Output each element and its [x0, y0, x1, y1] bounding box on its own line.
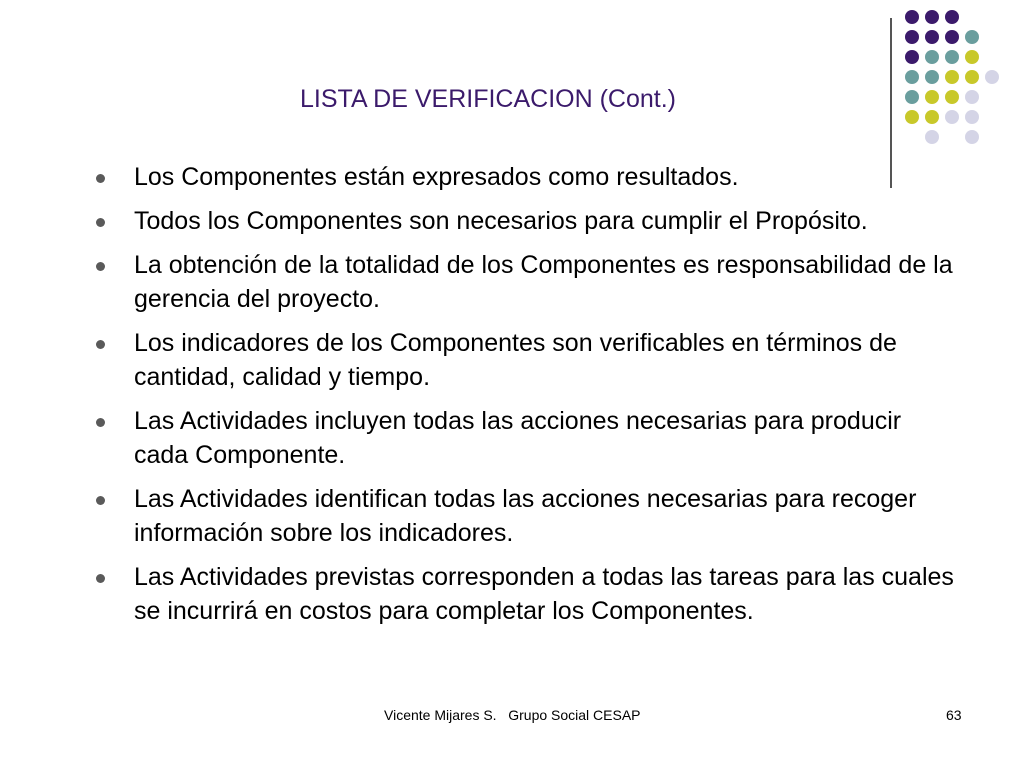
- decorative-dot: [965, 110, 979, 124]
- decorative-dot: [905, 30, 919, 44]
- bullet-marker-icon: [96, 218, 105, 227]
- page-number: 63: [946, 707, 962, 723]
- bullet-text: Los Componentes están expresados como resultados.: [134, 163, 739, 191]
- decorative-dot: [985, 70, 999, 84]
- decorative-dot: [945, 30, 959, 44]
- bullet-item: [96, 482, 956, 550]
- bullet-text: Todos los Componentes son necesarios para cumplir el Propósito.: [134, 207, 868, 235]
- decorative-dot: [905, 90, 919, 104]
- decorative-dot: [925, 110, 939, 124]
- bullet-marker-icon: [96, 262, 105, 271]
- bullet-marker-icon: [96, 174, 105, 183]
- bullet-item: [96, 248, 956, 316]
- bullet-item: [96, 326, 956, 394]
- bullet-item: [96, 204, 956, 238]
- decorative-dot: [945, 70, 959, 84]
- bullet-marker-icon: [96, 496, 105, 505]
- bullet-item: [96, 160, 956, 194]
- footer-author: Vicente Mijares S. Grupo Social CESAP: [384, 707, 641, 723]
- decorative-dot: [925, 50, 939, 64]
- decorative-dot: [945, 50, 959, 64]
- decorative-dot-grid: [905, 10, 1005, 170]
- decorative-dot: [965, 130, 979, 144]
- bullet-marker-icon: [96, 574, 105, 583]
- decorative-dot: [945, 110, 959, 124]
- bullet-marker-icon: [96, 418, 105, 427]
- decorative-dot: [945, 10, 959, 24]
- slide-title: LISTA DE VERIFICACION (Cont.): [300, 85, 677, 113]
- bullet-item: [96, 404, 956, 472]
- bullet-marker-icon: [96, 340, 105, 349]
- decorative-dot: [925, 30, 939, 44]
- decorative-dot: [925, 130, 939, 144]
- bullet-text: Las Actividades incluyen todas las acciones necesarias para producir cada Componente.: [134, 407, 902, 469]
- decorative-dot: [905, 70, 919, 84]
- decorative-dot: [905, 10, 919, 24]
- decorative-dot: [925, 90, 939, 104]
- bullet-text: Las Actividades previstas corresponden a todas las tareas para las cuales se incurrirá en costos para completar los Componentes.: [134, 563, 954, 625]
- decorative-dot: [965, 30, 979, 44]
- decorative-dot: [945, 90, 959, 104]
- decorative-dot: [925, 10, 939, 24]
- bullet-text: Las Actividades identifican todas las acciones necesarias para recoger información sobre los indicadores.: [134, 485, 917, 547]
- decorative-dot: [965, 90, 979, 104]
- bullet-list: [96, 160, 956, 638]
- decorative-dot: [905, 110, 919, 124]
- decorative-dot: [965, 70, 979, 84]
- bullet-item: [96, 560, 956, 628]
- bullet-text: Los indicadores de los Componentes son verificables en términos de cantidad, calidad y tiempo.: [134, 329, 897, 391]
- decorative-dot: [965, 50, 979, 64]
- decorative-dot: [905, 50, 919, 64]
- bullet-text: La obtención de la totalidad de los Componentes es responsabilidad de la gerencia del proyecto.: [134, 251, 953, 313]
- decorative-dot: [925, 70, 939, 84]
